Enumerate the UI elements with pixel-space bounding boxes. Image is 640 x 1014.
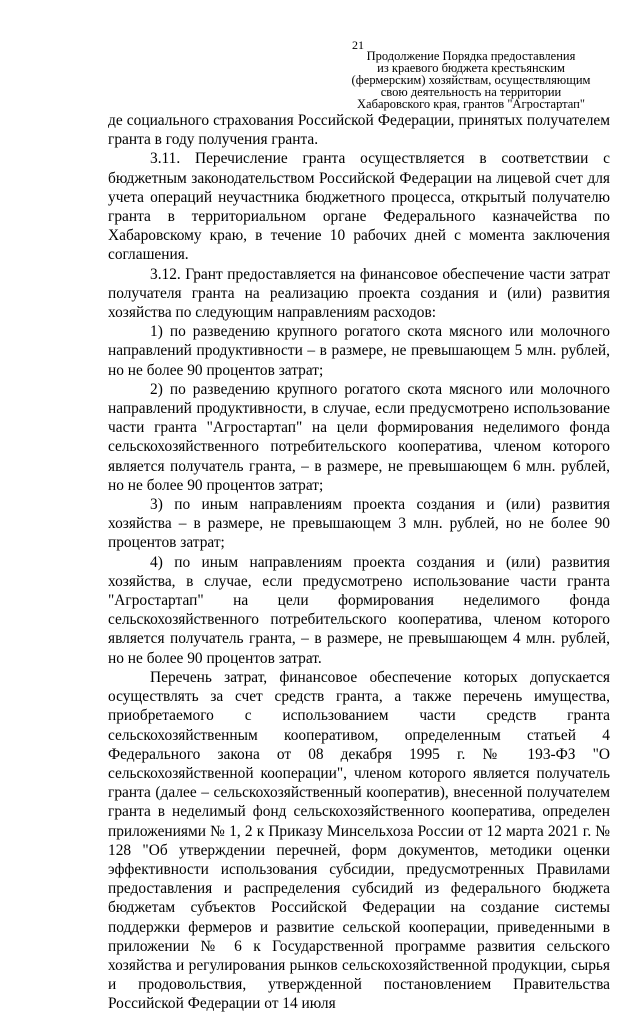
header-line: (фермерским) хозяйствам, осуществляющим xyxy=(351,73,591,87)
header-line: из краевого бюджета крестьянским xyxy=(377,61,565,75)
paragraph: 2) по разведению крупного рогатого скота мясного или молочного направлений продуктивности, в случае, если предусмотрено использование части гранта "Агростартап" на цели формирования неделимого фонда сельскохозяйственного потребительского кооператива, членом которого является получатель гранта, – в размере, не превышающем 6 млн. рублей, но не более 90 процентов затрат; xyxy=(108,380,610,494)
paragraph: 3.11. Перечисление гранта осуществляется в соответствии с бюджетным законодательством Российской Федерации на лицевой счет для учета операций неучастника бюджетного процесса, открытый получателю гранта в территориальном органе Федерального казначейства по Хабаровскому краю, в течение 10 рабочих дней с момента заключения соглашения. xyxy=(108,150,610,264)
paragraph: де социального страхования Российской Федерации, принятых получателем гранта в году получения гранта. xyxy=(108,112,610,149)
page-number: 21 xyxy=(352,38,364,52)
paragraph: 3.12. Грант предоставляется на финансовое обеспечение части затрат получателя гранта на реализацию проекта создания и (или) развития хозяйства по следующим направлениям расходов: xyxy=(108,265,610,322)
header-line: Хабаровского края, грантов "Агростартап" xyxy=(357,97,585,111)
paragraph: 1) по разведению крупного рогатого скота мясного или молочного направлений продуктивности – в размере, не превышающем 5 млн. рублей, но не более 90 процентов затрат; xyxy=(108,323,610,379)
paragraph: 4) по иным направлениям проекта создания и (или) развития хозяйства, в случае, если предусмотрено использование части гранта "Агростартап" на цели формирования неделимого фонда сельскохозяйственного потребительского кооператива, членом которого является получатель гранта, – в размере, не превышающем 4 млн. рублей, но не более 90 процентов затрат. xyxy=(108,553,610,667)
document-header xyxy=(340,50,602,110)
paragraph: Перечень затрат, финансовое обеспечение которых допускается осуществлять за счет средств гранта, а также перечень имущества, приобретаемого с использованием части средств гранта сельскохозяйственным кооперативом, определенным статьей 4 Федерального закона от 08 декабря 1995 г. № 193-ФЗ "О сельскохозяйственной кооперации", членом которого является получатель гранта (далее – сельскохозяйственный кооператив), внесенной получателем гранта в неделимый фонд сельскохозяйственного кооператива, определен приложениями № 1, 2 к Приказу Минсельхоза России от 12 марта 2021 г. № 128 "Об утверждении перечней, форм документов, методики оценки эффективности использования субсидии, предусмотренных Правилами предоставления и распределения субсидий из федерального бюджета бюджетам субъектов Российской Федерации на создание системы поддержки фермеров и развитие сельской кооперации, приведенными в приложении № 6 к Государственной программе развития сельского хозяйства и регулирования рынков сельскохозяйственной продукции, сырья и продовольствия, утвержденной постановлением Правительства Российской Федерации от 14 июля xyxy=(108,668,610,1013)
paragraph: 3) по иным направлениям проекта создания и (или) развития хозяйства – в размере, не превышающем 3 млн. рублей, но не более 90 процентов затрат; xyxy=(108,496,610,552)
document-body xyxy=(108,111,610,1014)
header-line: Продолжение Порядка предоставления xyxy=(366,49,576,63)
header-line: свою деятельность на территории xyxy=(380,85,562,99)
